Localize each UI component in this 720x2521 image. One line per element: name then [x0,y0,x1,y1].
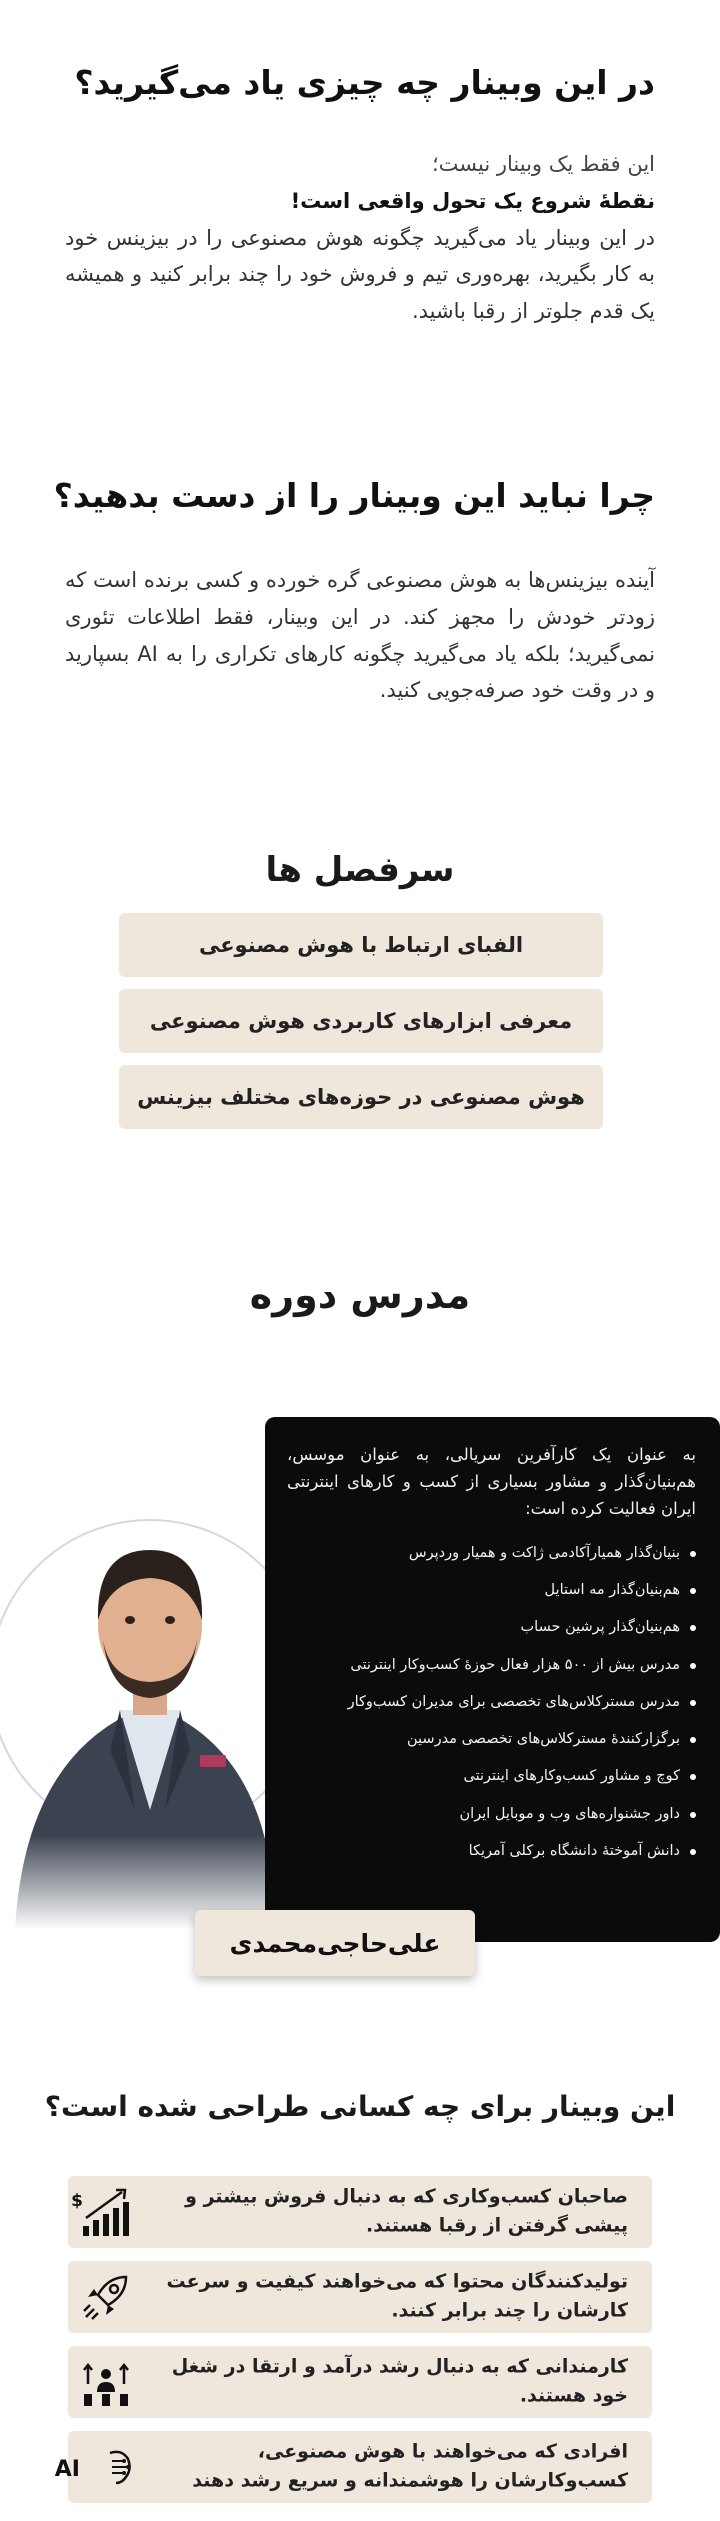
learn-body: در این وبینار یاد می‌گیرید چگونه هوش مصنوعی را در بیزینس خود به کار بگیرید، بهره‌وری تیم و فروش خود را چند برابر کنید و همیشه یک قدم جلوتر از رقبا باشید. [65,225,655,323]
svg-text:$: $ [71,2191,83,2211]
achievement-item: برگزارکنندهٔ مسترکلاس‌های تخصصی مدرسین [287,1729,696,1749]
why-body: آینده بیزینس‌ها به هوش مصنوعی گره خورده و کسی برنده است که زودتر خودش را مجهز کند. در این وبینار، فقط اطلاعات تئوری نمی‌گیرید؛ بلکه یاد می‌گیرید چگونه کارهای تکراری را به AI بسپارید و در وقت خود صرفه‌جویی کنید. [65,568,655,703]
teacher-achievements [287,1543,696,1862]
career-growth-icon [78,2354,134,2410]
why-title: چرا نباید این وبینار را از دست بدهید؟ [53,476,655,515]
audience-item [68,2346,652,2418]
teacher-photo [0,1450,275,1930]
achievement-item: دانش آموختهٔ دانشگاه برکلی آمریکا [287,1841,696,1861]
teacher-name-tag: علی‌حاجی‌محمدی [195,1910,475,1976]
achievement-item: داور جشنواره‌های وب و موبایل ایران [287,1804,696,1824]
why-text-block [65,562,655,709]
teacher-intro: به عنوان یک کارآفرین سریالی، به عنوان موسس، هم‌بنیان‌گذار و مشاور بسیاری از کسب و کارهای اینترنتی ایران فعالیت کرده است: [287,1445,696,1519]
audience-text: کارمندانی که به دنبال رشد درآمد و ارتقا در شغل خود هستند. [171,2355,628,2407]
audience-item [68,2176,652,2248]
audience-item [54,2431,652,2503]
achievement-item: مدرس بیش از ۵۰۰ هزار فعال حوزهٔ کسب‌وکار اینترنتی [287,1655,696,1675]
teacher-title: مدرس دوره [249,1273,471,1317]
svg-text:AI: AI [54,2457,80,2482]
rocket-icon [78,2269,134,2325]
audience-text: تولیدکنندگان محتوا که می‌خواهند کیفیت و سرعت کارشان را چند برابر کنند. [166,2270,628,2322]
learn-strong: نقطهٔ شروع یک تحول واقعی است! [290,188,655,213]
outline-item: معرفی ابزارهای کاربردی هوش مصنوعی [119,989,603,1053]
learn-lead: این فقط یک وبینار نیست؛ [431,152,655,176]
ai-icon [54,2439,134,2495]
outline-item: الفبای ارتباط با هوش مصنوعی [119,913,603,977]
audience-title: این وبینار برای چه کسانی طراحی شده است؟ [44,2090,676,2123]
growth-chart-icon [71,2184,134,2240]
teacher-bio-card [265,1417,720,1942]
achievement-item: کوچ و مشاور کسب‌وکارهای اینترنتی [287,1766,696,1786]
audience-text: صاحبان کسب‌وکاری که به دنبال فروش بیشتر و پیشی گرفتن از رقبا هستند. [185,2185,628,2237]
audience-text: افرادی که می‌خواهند با هوش مصنوعی، کسب‌وکارشان را هوشمندانه و سریع رشد دهند [192,2440,628,2492]
outline-title: سرفصل ها [265,850,455,890]
achievement-item: هم‌بنیان‌گذار پرشین حساب [287,1617,696,1637]
achievement-item: بنیان‌گذار همیارآکادمی ژاکت و همیار وردپرس [287,1543,696,1563]
achievement-item: هم‌بنیان‌گذار مه استایل [287,1580,696,1600]
learn-title: در این وبینار چه چیزی یاد می‌گیرید؟ [74,63,655,102]
achievement-item: مدرس مسترکلاس‌های تخصصی برای مدیران کسب‌وکار [287,1692,696,1712]
learn-text-block [65,146,655,330]
audience-item [68,2261,652,2333]
outline-item: هوش مصنوعی در حوزه‌های مختلف بیزینس [119,1065,603,1129]
